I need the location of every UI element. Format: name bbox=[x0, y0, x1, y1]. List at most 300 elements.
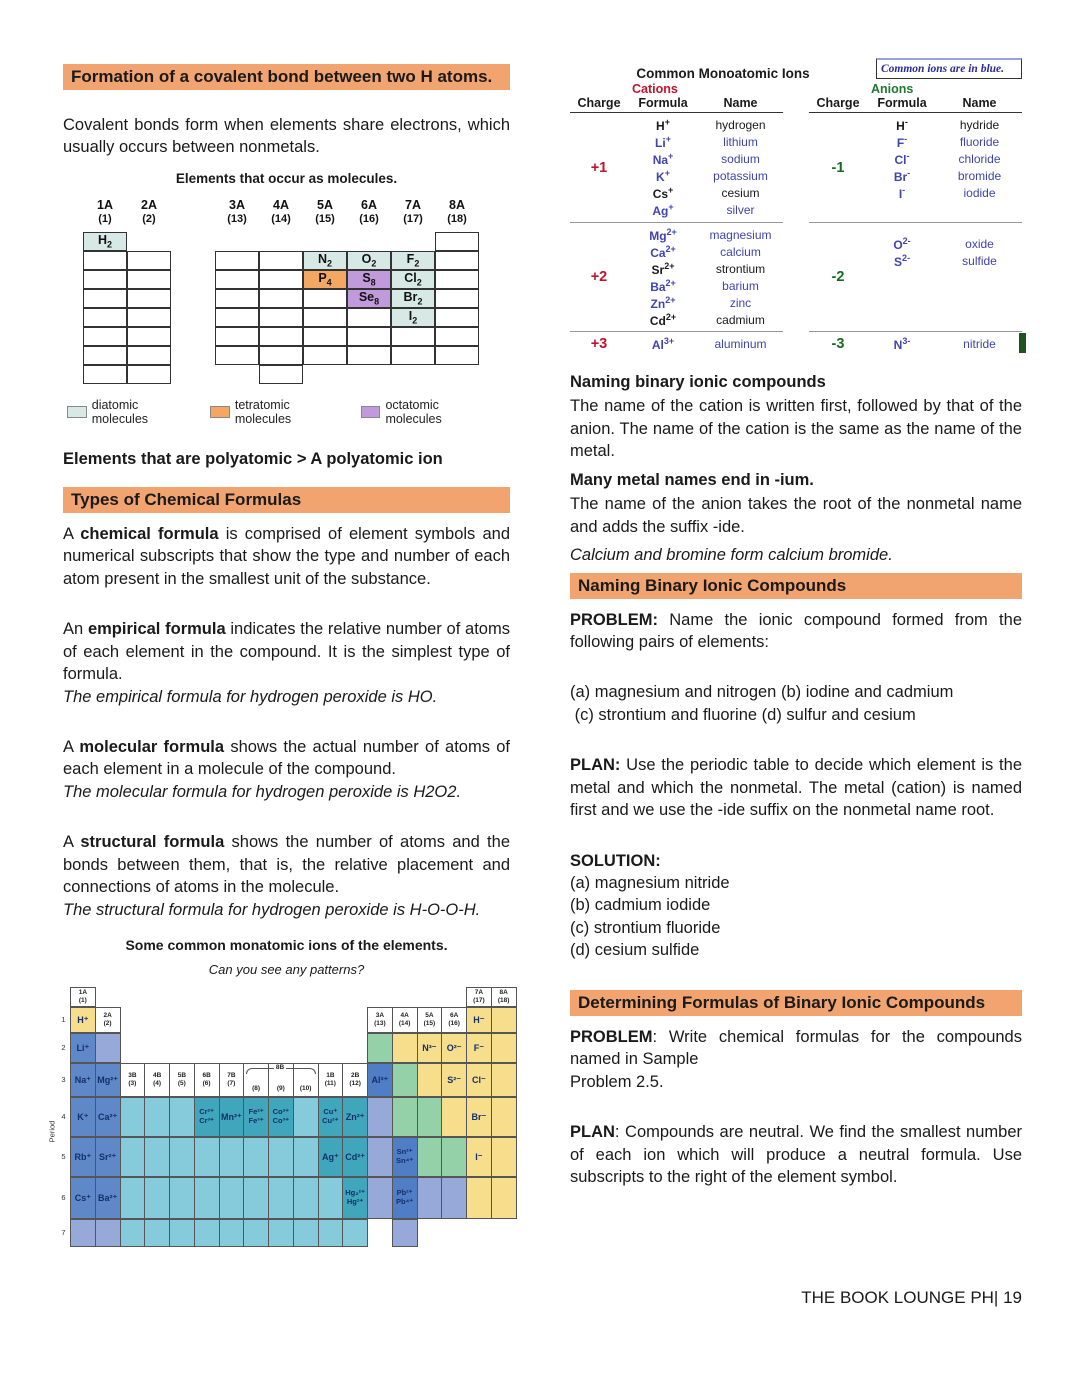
element-cell bbox=[259, 365, 303, 384]
ion-name: sodium bbox=[721, 151, 760, 166]
paragraph bbox=[570, 493, 1022, 538]
element-cell bbox=[435, 327, 479, 346]
paragraph bbox=[570, 1026, 1022, 1093]
text-line: PROBLEM: Name the ionic compound formed from the following pairs of elements: bbox=[570, 610, 1022, 651]
molecule-label: $Cl_2$ bbox=[404, 271, 422, 288]
element-cell: O²⁻ bbox=[441, 1033, 467, 1063]
element-cell bbox=[391, 346, 435, 365]
ion-formula: $N^{3-}$ bbox=[893, 335, 911, 352]
charge-section bbox=[570, 113, 783, 222]
ion-name: aluminum bbox=[714, 336, 767, 351]
element-cell bbox=[144, 1219, 170, 1247]
text-line: (b) cadmium iodide bbox=[570, 896, 711, 915]
element-cell bbox=[127, 289, 171, 308]
element-cell bbox=[435, 251, 479, 270]
paragraph bbox=[570, 754, 1022, 821]
ion-formula: Cl- bbox=[894, 150, 910, 167]
element-cell bbox=[259, 289, 303, 308]
group-header-cell: 5B (5) bbox=[169, 1063, 195, 1097]
charge-section bbox=[809, 222, 1022, 331]
element-cell bbox=[391, 289, 435, 308]
element-cell bbox=[293, 1097, 319, 1137]
ion-formula: F- bbox=[896, 133, 908, 150]
element-cell: Al³⁺ bbox=[367, 1063, 393, 1097]
period-number: 6 bbox=[61, 1193, 66, 1202]
ion-formula: $Ca^{2+}$ bbox=[650, 243, 676, 260]
group-header-cell: 3B (3) bbox=[120, 1063, 146, 1097]
charge-section bbox=[570, 222, 783, 331]
element-cell bbox=[215, 251, 259, 270]
text-line: PLAN: Use the periodic table to decide which element is the metal and which the nonmetal. The metal (cation) is named first and we use the -ide suffix on the nonmetal name root. bbox=[570, 756, 1022, 820]
section-header bbox=[570, 990, 1022, 1016]
ion-table-title-row bbox=[570, 58, 1022, 81]
ion-row bbox=[867, 235, 1022, 252]
anions-half bbox=[809, 82, 1022, 355]
paragraph bbox=[570, 544, 1022, 566]
element-cell: Sr²⁺ bbox=[95, 1137, 121, 1177]
element-cell bbox=[491, 1033, 517, 1063]
tetratomic-swatch bbox=[210, 406, 230, 418]
group-label: 1A bbox=[97, 197, 113, 212]
paragraph bbox=[63, 523, 510, 590]
ion-rows bbox=[628, 113, 783, 222]
ion-name: cadmium bbox=[716, 312, 765, 327]
ion-row bbox=[628, 167, 783, 184]
element-cell bbox=[194, 1219, 220, 1247]
text-line: The empirical formula for hydrogen peroxide is HO. bbox=[63, 687, 438, 706]
legend-item bbox=[361, 398, 486, 426]
group-number: (17) bbox=[403, 212, 423, 225]
element-cell bbox=[367, 1177, 393, 1219]
ion-name: bromide bbox=[957, 168, 1002, 183]
element-cell bbox=[120, 1097, 146, 1137]
element-cell bbox=[491, 1137, 517, 1177]
period-number: 4 bbox=[61, 1112, 66, 1121]
ion-name: oxide bbox=[965, 236, 994, 251]
element-cell: Mg²⁺ bbox=[95, 1063, 121, 1097]
paragraph bbox=[570, 395, 1022, 462]
group-header-cell: 2A (2) bbox=[95, 1007, 121, 1033]
ion-formula: H- bbox=[896, 116, 908, 133]
element-cell bbox=[127, 251, 171, 270]
element-cell bbox=[259, 270, 303, 289]
element-cell bbox=[219, 1137, 245, 1177]
charge-section bbox=[570, 331, 783, 355]
ion-name: chloride bbox=[958, 151, 1001, 166]
polyatomic-note: Elements that are polyatomic > A polyatomic ion bbox=[63, 449, 443, 468]
figure-title: Elements that occur as molecules. bbox=[175, 170, 398, 186]
element-cell bbox=[169, 1219, 195, 1247]
element-cell bbox=[219, 1177, 245, 1219]
ion-row bbox=[867, 150, 1022, 167]
element-cell bbox=[491, 1007, 517, 1033]
figure-elements-as-molecules bbox=[63, 171, 510, 426]
group-label: 5A bbox=[317, 197, 333, 212]
element-cell bbox=[259, 327, 303, 346]
element-cell: Ba²⁺ bbox=[95, 1177, 121, 1219]
group-number: (13) bbox=[227, 212, 247, 225]
charge-section bbox=[809, 113, 1022, 222]
element-cell: I⁻ bbox=[466, 1137, 492, 1177]
element-cell bbox=[259, 308, 303, 327]
text-line: (a) magnesium nitride bbox=[570, 874, 730, 892]
group-header-cell: (9) bbox=[268, 1063, 294, 1097]
ion-name: barium bbox=[722, 278, 759, 293]
group-number: (15) bbox=[315, 212, 335, 225]
ion-formula: Br- bbox=[893, 167, 911, 184]
figure-monatomic-ions bbox=[47, 937, 510, 1249]
element-cell: Pb²⁺ Pb⁴⁺ bbox=[392, 1177, 418, 1219]
ion-rows bbox=[867, 113, 1022, 222]
element-cell bbox=[491, 1177, 517, 1219]
element-cell: H⁺ bbox=[70, 1007, 96, 1033]
column-header: Formula bbox=[638, 96, 688, 110]
ion-group-label: Cations bbox=[632, 82, 678, 96]
element-cell bbox=[303, 346, 347, 365]
ion-group-label: Anions bbox=[871, 82, 914, 96]
ion-row bbox=[628, 335, 783, 352]
element-cell bbox=[303, 289, 347, 308]
element-cell bbox=[194, 1137, 220, 1177]
ion-row bbox=[867, 167, 1022, 184]
element-cell bbox=[83, 308, 127, 327]
element-cell: Zn²⁺ bbox=[342, 1097, 368, 1137]
ion-name: magnesium bbox=[709, 227, 772, 242]
molecule-label: $P_4$ bbox=[318, 271, 332, 288]
ion-column-headers bbox=[570, 96, 783, 113]
ion-formula: $Ba^{2+}$ bbox=[650, 277, 676, 294]
text-line: The name of the cation is written first, followed by that of the anion. The name of the cation is the same as the name of the metal. bbox=[570, 397, 1022, 461]
ion-rows bbox=[628, 223, 783, 331]
text-line: PROBLEM: Write chemical formulas for the compounds named in Sample bbox=[570, 1027, 1022, 1069]
element-cell bbox=[243, 1219, 269, 1247]
element-cell: F⁻ bbox=[466, 1033, 492, 1063]
group-label: 7A bbox=[405, 197, 421, 212]
element-cell bbox=[83, 346, 127, 365]
element-cell bbox=[144, 1177, 170, 1219]
period-number: 2 bbox=[61, 1043, 66, 1052]
element-cell bbox=[435, 270, 479, 289]
molecule-label: $H_2$ bbox=[97, 233, 113, 250]
paragraph bbox=[63, 618, 510, 708]
group-label: 4A bbox=[273, 197, 289, 212]
element-cell bbox=[435, 308, 479, 327]
element-cell bbox=[120, 1137, 146, 1177]
ion-column-headers bbox=[809, 96, 1022, 113]
ion-table-title: Common Monoatomic Ions bbox=[636, 66, 810, 81]
element-cell bbox=[268, 1137, 294, 1177]
period-number: 3 bbox=[61, 1075, 66, 1084]
ion-formula: $Sr^{2+}$ bbox=[651, 260, 675, 277]
molecule-label: $Br_2$ bbox=[403, 290, 423, 307]
paragraph bbox=[570, 469, 1022, 491]
element-cell bbox=[169, 1137, 195, 1177]
ion-name: calcium bbox=[720, 244, 761, 259]
text-line: (a) magnesium and nitrogen (b) iodine and cadmium bbox=[570, 683, 954, 702]
period-number: 1 bbox=[61, 1015, 66, 1024]
column-header: Name bbox=[723, 96, 758, 110]
ion-row bbox=[867, 133, 1022, 150]
text-line: The molecular formula for hydrogen peroxide is H2O2. bbox=[63, 782, 462, 801]
element-cell bbox=[392, 1219, 418, 1247]
figure-subtitle: Can you see any patterns? bbox=[208, 962, 365, 977]
element-cell: Na⁺ bbox=[70, 1063, 96, 1097]
ion-row bbox=[628, 226, 783, 243]
chemical-formula-paragraphs bbox=[63, 523, 510, 921]
element-cell: Hg₂²⁺ Hg²⁺ bbox=[342, 1177, 368, 1219]
element-cell bbox=[127, 365, 171, 384]
element-cell: Co²⁺ Co³⁺ bbox=[268, 1097, 294, 1137]
section-header bbox=[570, 573, 1022, 599]
element-cell bbox=[347, 346, 391, 365]
group-number: (1) bbox=[98, 212, 112, 225]
ion-formula: $Cd^{2+}$ bbox=[649, 311, 677, 328]
charge-value: -2 bbox=[831, 269, 845, 285]
text-line: Naming Binary Ionic Compounds bbox=[578, 575, 847, 595]
common-monoatomic-ions-table bbox=[570, 58, 1022, 355]
element-cell bbox=[391, 327, 435, 346]
page-footer: THE BOOK LOUNGE PH| 19 bbox=[801, 1288, 1022, 1307]
ion-formula: Li+ bbox=[655, 133, 671, 150]
paragraph bbox=[63, 736, 510, 803]
element-cell bbox=[243, 1137, 269, 1177]
element-cell bbox=[318, 1219, 344, 1247]
ion-table-body bbox=[570, 82, 1022, 355]
paragraph-gap bbox=[570, 828, 1022, 850]
ion-row bbox=[628, 260, 783, 277]
element-cell: Li⁺ bbox=[70, 1033, 96, 1063]
paragraph bbox=[570, 609, 1022, 654]
element-cell bbox=[83, 232, 127, 251]
ion-name: silver bbox=[726, 202, 755, 217]
element-cell bbox=[215, 327, 259, 346]
column-header: Charge bbox=[816, 96, 860, 110]
group-label: 3A bbox=[229, 197, 245, 212]
element-cell: K⁺ bbox=[70, 1097, 96, 1137]
paragraph-covalent-bonds: Covalent bonds form when elements share electrons, which usually occurs between nonmetals. bbox=[63, 116, 510, 157]
group-header-cell: (8) bbox=[243, 1063, 269, 1097]
element-cell bbox=[120, 1219, 146, 1247]
ion-row bbox=[867, 184, 1022, 201]
legend-label: octatomic molecules bbox=[385, 397, 442, 426]
ion-formula: $Mg^{2+}$ bbox=[649, 226, 677, 243]
text-line: Calcium and bromine form calcium bromide. bbox=[570, 546, 893, 565]
ion-name: hydrogen bbox=[715, 117, 766, 132]
element-cell bbox=[392, 1097, 418, 1137]
text-line: Many metal names end in -ium. bbox=[570, 470, 814, 489]
element-cell bbox=[303, 270, 347, 289]
element-cell bbox=[293, 1219, 319, 1247]
period-number: 5 bbox=[61, 1152, 66, 1161]
element-cell bbox=[303, 327, 347, 346]
element-cell: Mn²⁺ bbox=[219, 1097, 245, 1137]
ion-row bbox=[628, 277, 783, 294]
element-cell bbox=[417, 1177, 443, 1219]
ion-name: cesium bbox=[721, 185, 760, 200]
element-cell bbox=[83, 365, 127, 384]
element-cell bbox=[268, 1177, 294, 1219]
element-cell bbox=[303, 251, 347, 270]
element-cell bbox=[215, 289, 259, 308]
element-cell bbox=[95, 1033, 121, 1063]
element-cell bbox=[347, 289, 391, 308]
ion-rows bbox=[628, 332, 783, 355]
element-cell bbox=[243, 1177, 269, 1219]
paragraph-gap bbox=[570, 1099, 1022, 1121]
element-cell bbox=[367, 1097, 393, 1137]
ion-row bbox=[628, 294, 783, 311]
element-cell bbox=[127, 270, 171, 289]
element-cell bbox=[95, 1219, 121, 1247]
figure-title: Some common monatomic ions of the elements. bbox=[125, 937, 448, 953]
element-cell bbox=[491, 1097, 517, 1137]
ion-name: nitride bbox=[963, 336, 996, 351]
element-cell bbox=[347, 327, 391, 346]
element-cell bbox=[219, 1219, 245, 1247]
element-cell bbox=[144, 1137, 170, 1177]
element-cell bbox=[303, 308, 347, 327]
group-number: (18) bbox=[447, 212, 467, 225]
section-header-covalent-bond: Formation of a covalent bond between two H atoms. bbox=[63, 64, 510, 90]
ions-periodic-grid bbox=[47, 987, 516, 1249]
element-cell bbox=[83, 251, 127, 270]
artifact-green-bar bbox=[1019, 333, 1026, 353]
group-label: 8A bbox=[449, 197, 465, 212]
charge-value: -3 bbox=[831, 335, 845, 352]
molecules-periodic-grid bbox=[79, 198, 489, 386]
group-8b-label: 8B bbox=[275, 1064, 285, 1071]
element-cell bbox=[367, 1033, 393, 1063]
group-header-cell: 1A (1) bbox=[70, 987, 96, 1007]
ion-formula: Na+ bbox=[652, 150, 674, 167]
ion-name: potassium bbox=[713, 168, 768, 183]
paragraph bbox=[570, 371, 1022, 393]
ion-name: lithium bbox=[723, 134, 758, 149]
group-header-cell: 4A (14) bbox=[392, 1007, 418, 1033]
diatomic-swatch bbox=[67, 406, 87, 418]
element-cell bbox=[392, 1033, 418, 1063]
element-cell bbox=[417, 1097, 443, 1137]
text-line: Determining Formulas of Binary Ionic Compounds bbox=[578, 992, 986, 1012]
paragraph-gap bbox=[63, 714, 510, 736]
group-header-cell: 8A (18) bbox=[491, 987, 517, 1007]
element-cell: S²⁻ bbox=[441, 1063, 467, 1097]
group-label: 2A bbox=[141, 197, 157, 212]
ion-formula: Cs+ bbox=[652, 184, 674, 201]
element-cell: Cl⁻ bbox=[466, 1063, 492, 1097]
element-cell: H⁻ bbox=[466, 1007, 492, 1033]
column-header: Formula bbox=[877, 96, 927, 110]
charge-value: -1 bbox=[831, 159, 845, 176]
molecule-label: $O_2$ bbox=[361, 252, 377, 269]
ion-formula: $O^{2-}$ bbox=[893, 235, 911, 252]
text-line: The name of the anion takes the root of the nonmetal name and adds the suffix -ide. bbox=[570, 495, 1022, 536]
element-cell bbox=[127, 327, 171, 346]
group-header-cell: 1B (11) bbox=[318, 1063, 344, 1097]
element-cell bbox=[169, 1097, 195, 1137]
group-label: 6A bbox=[361, 197, 377, 212]
element-cell bbox=[83, 270, 127, 289]
paragraph-gap bbox=[63, 596, 510, 618]
element-cell: N³⁻ bbox=[417, 1033, 443, 1063]
legend-item bbox=[67, 398, 186, 426]
element-cell bbox=[391, 270, 435, 289]
element-cell bbox=[491, 1063, 517, 1097]
group-header-cell: 5A (15) bbox=[417, 1007, 443, 1033]
naming-compounds-paragraphs bbox=[570, 371, 1022, 1188]
column-header: Name bbox=[962, 96, 997, 110]
element-cell bbox=[347, 308, 391, 327]
element-cell bbox=[120, 1177, 146, 1219]
group-header-cell: 4B (4) bbox=[144, 1063, 170, 1097]
paragraph bbox=[63, 831, 510, 921]
element-cell bbox=[417, 1137, 443, 1177]
element-cell bbox=[293, 1177, 319, 1219]
ion-formula: $Zn^{2+}$ bbox=[650, 294, 676, 311]
ion-row bbox=[867, 252, 1022, 269]
ion-rows bbox=[867, 223, 1022, 331]
element-cell: Cr²⁺ Cr³⁺ bbox=[194, 1097, 220, 1137]
element-cell bbox=[391, 308, 435, 327]
group-header-cell: 6B (6) bbox=[194, 1063, 220, 1097]
text-line: A molecular formula shows the actual number of atoms of each element in a molecule of the compound. bbox=[63, 737, 510, 779]
ion-rows bbox=[867, 332, 1022, 355]
text-line: A structural formula shows the number of atoms and the bonds between them, that is, the relative placement and connections of atoms in the molecule. bbox=[63, 833, 510, 897]
text-line: The structural formula for hydrogen peroxide is H-O-O-H. bbox=[63, 900, 481, 919]
group-header-cell: 6A (16) bbox=[441, 1007, 467, 1033]
ion-formula: I- bbox=[898, 184, 906, 201]
element-cell bbox=[215, 270, 259, 289]
element-cell bbox=[392, 1063, 418, 1097]
ion-row bbox=[867, 116, 1022, 133]
element-cell bbox=[169, 1177, 195, 1219]
text-line: (c) strontium and fluorine (d) sulfur and cesium bbox=[570, 705, 916, 724]
group-header-cell: 2B (12) bbox=[342, 1063, 368, 1097]
element-cell: Cs⁺ bbox=[70, 1177, 96, 1219]
element-cell bbox=[83, 327, 127, 346]
paragraph-gap bbox=[570, 968, 1022, 990]
element-cell: Cd²⁺ bbox=[342, 1137, 368, 1177]
legend-item bbox=[210, 398, 337, 426]
group-number: (2) bbox=[142, 212, 156, 225]
element-cell: Ca²⁺ bbox=[95, 1097, 121, 1137]
ion-formula: $Al^{3+}$ bbox=[651, 335, 675, 352]
element-cell bbox=[83, 289, 127, 308]
group-header-cell: (10) bbox=[293, 1063, 319, 1097]
ion-formula: $S^{2-}$ bbox=[893, 252, 911, 269]
left-column bbox=[47, 64, 510, 1249]
ion-row bbox=[628, 184, 783, 201]
molecule-label: $S_8$ bbox=[362, 271, 376, 288]
cations-half bbox=[570, 82, 783, 355]
element-cell: Sn²⁺ Sn⁴⁺ bbox=[392, 1137, 418, 1177]
ion-row bbox=[628, 201, 783, 218]
ion-row bbox=[628, 150, 783, 167]
element-cell bbox=[435, 232, 479, 251]
ion-formula: H+ bbox=[656, 116, 670, 133]
group-number: (14) bbox=[271, 212, 291, 225]
element-cell bbox=[441, 1177, 467, 1219]
text-line: An empirical formula indicates the relative number of atoms of each element in the compound. It is the simplest type of formula. bbox=[63, 620, 510, 684]
molecule-label: $F_2$ bbox=[406, 252, 420, 269]
element-cell: Rb⁺ bbox=[70, 1137, 96, 1177]
ion-name: strontium bbox=[715, 261, 766, 276]
element-cell bbox=[127, 346, 171, 365]
ion-name: zinc bbox=[729, 295, 752, 310]
element-cell: Br⁻ bbox=[466, 1097, 492, 1137]
element-cell bbox=[144, 1097, 170, 1137]
period-number: 7 bbox=[61, 1228, 66, 1237]
